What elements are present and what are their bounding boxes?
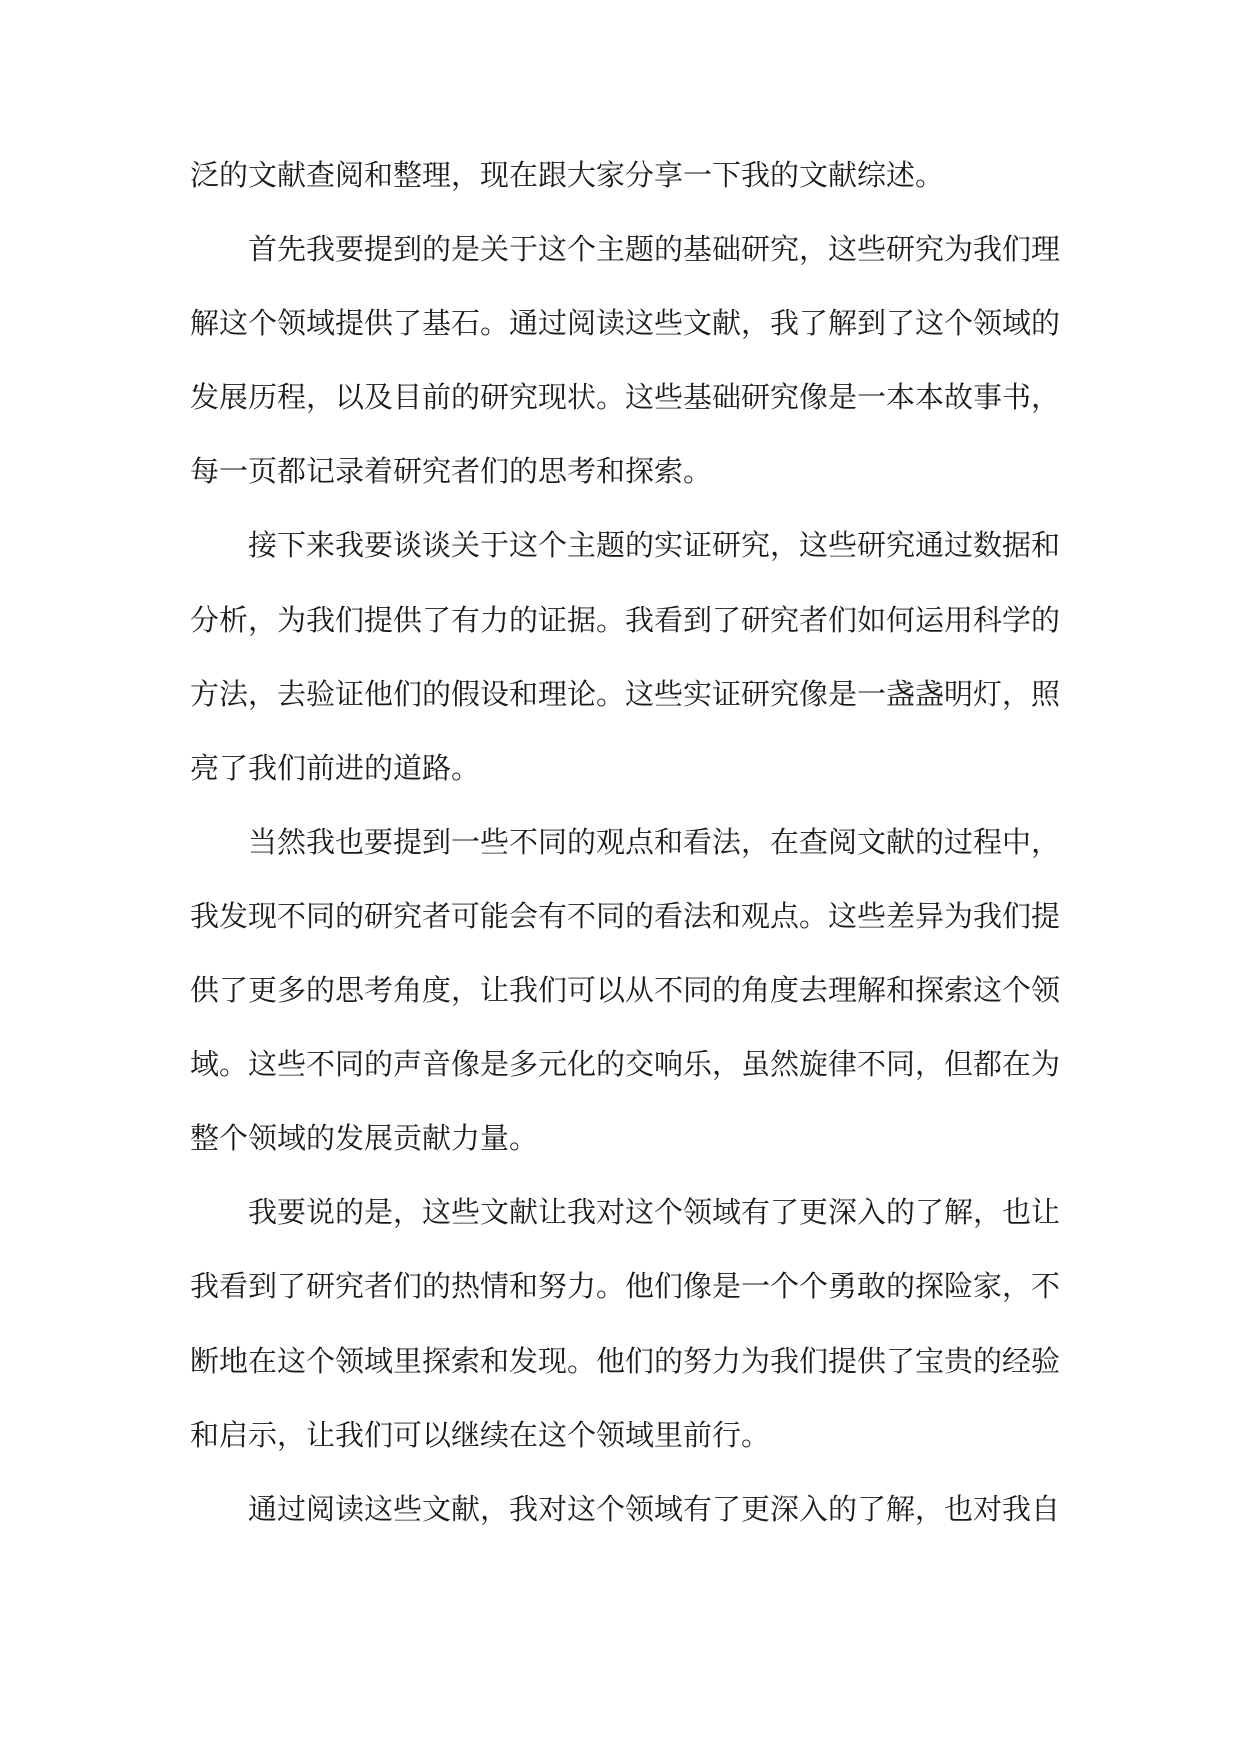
text-line: 每一页都记录着研究者们的思考和探索。 xyxy=(190,454,713,489)
text-line: 供了更多的思考角度，让我们可以从不同的角度去理解和探索这个领 xyxy=(190,973,1061,1008)
text-line: 发展历程，以及目前的研究现状。这些基础研究像是一本本故事书， xyxy=(190,380,1061,415)
text-line: 接下来我要谈谈关于这个主题的实证研究，这些研究通过数据和 xyxy=(248,528,1061,563)
text-line: 首先我要提到的是关于这个主题的基础研究，这些研究为我们理 xyxy=(248,232,1061,267)
text-line: 我看到了研究者们的热情和努力。他们像是一个个勇敢的探险家，不 xyxy=(190,1269,1061,1304)
text-line: 亮了我们前进的道路。 xyxy=(190,750,481,785)
text-line: 我要说的是，这些文献让我对这个领域有了更深入的了解，也让 xyxy=(248,1195,1061,1230)
text-line: 方法，去验证他们的假设和理论。这些实证研究像是一盏盏明灯，照 xyxy=(190,676,1061,711)
text-line: 整个领域的发展贡献力量。 xyxy=(190,1121,539,1156)
text-line: 断地在这个领域里探索和发现。他们的努力为我们提供了宝贵的经验 xyxy=(190,1343,1061,1378)
text-line: 泛的文献查阅和整理，现在跟大家分享一下我的文献综述。 xyxy=(190,158,945,192)
text-line: 域。这些不同的声音像是多元化的交响乐，虽然旋律不同，但都在为 xyxy=(190,1047,1061,1082)
text-line: 通过阅读这些文献，我对这个领域有了更深入的了解，也对我自 xyxy=(248,1491,1061,1526)
text-line: 和启示，让我们可以继续在这个领域里前行。 xyxy=(190,1417,771,1452)
body-text xyxy=(190,138,1061,1546)
text-line: 当然我也要提到一些不同的观点和看法，在查阅文献的过程中， xyxy=(248,824,1061,859)
text-line: 分析，为我们提供了有力的证据。我看到了研究者们如何运用科学的 xyxy=(190,602,1061,637)
text-line: 我发现不同的研究者可能会有不同的看法和观点。这些差异为我们提 xyxy=(190,898,1061,933)
text-line: 解这个领域提供了基石。通过阅读这些文献，我了解到了这个领域的 xyxy=(190,306,1061,341)
